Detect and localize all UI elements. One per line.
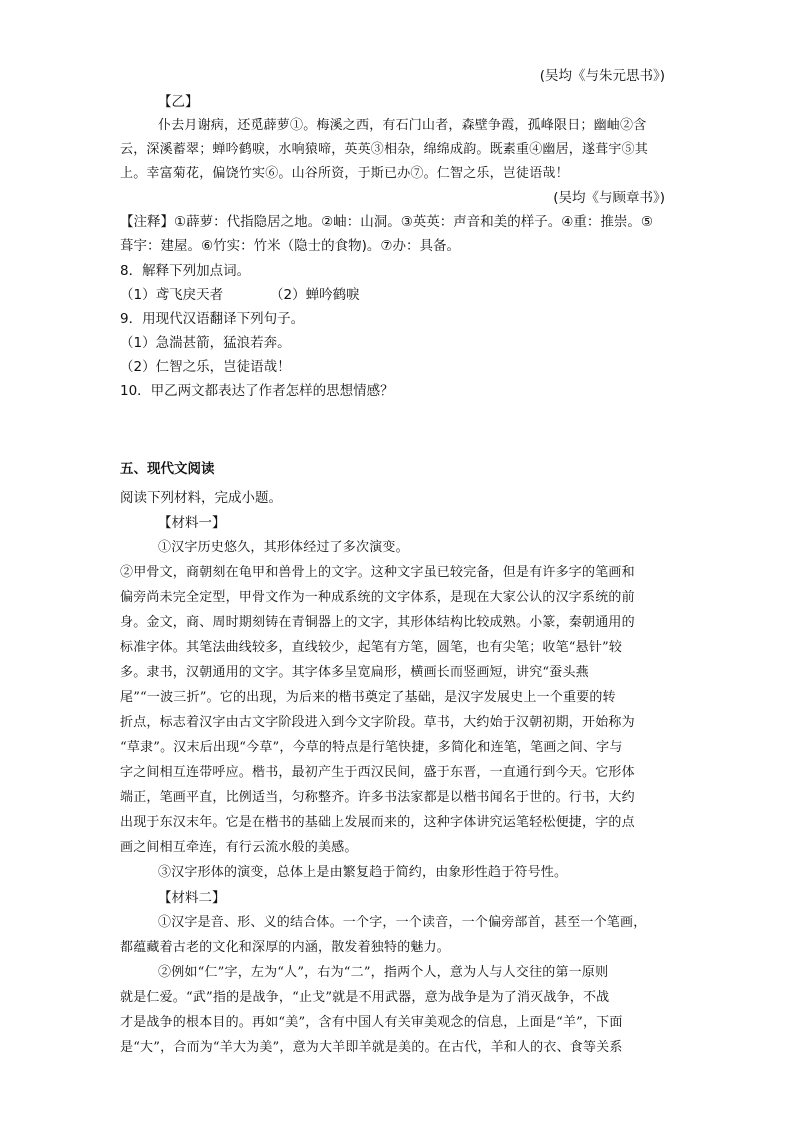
material1-line: 身。金文，商、周时期刻铸在青铜器上的文字，其形体结构比较成熟。小篆，秦朝通用的 xyxy=(120,615,635,630)
material1-line: 偏旁尚未完全定型，甲骨文作为一种成系统的文字体系，是现在大家公认的汉字系统的前 xyxy=(120,590,635,605)
material1-line: ①汉字历史悠久，其形体经过了多次演变。 xyxy=(158,540,409,555)
material2-line: 就是仁爱。“武”指的是战争，“止戈”就是不用武器，意为战争是为了消灭战争，不战 xyxy=(120,990,610,1005)
material1-line: 端正，笔画平直，比例适当，匀称整齐。许多书法家都是以楷书闻名于世的。行书，大约 xyxy=(120,790,635,805)
notes-line: 【注释】①薜萝：代指隐居之地。②岫：山洞。③英英：声音和美的样子。④重：推崇。⑤ xyxy=(120,214,654,230)
question-8-item: （2）蝉吟鹤唳 xyxy=(270,287,360,303)
question-8-item: （1）鸢飞戾天者 xyxy=(120,287,224,303)
material2-label: 【材料二】 xyxy=(158,890,226,906)
yi-source: (吴均《与顾章书》) xyxy=(553,190,665,206)
question-8: 8．解释下列加点词。 xyxy=(120,263,251,279)
material1-line: ②甲骨文，商朝刻在龟甲和兽骨上的文字。这种文字虽已较完备，但是有许多字的笔画和 xyxy=(120,565,635,580)
section-instruction: 阅读下列材料，完成小题。 xyxy=(120,490,282,506)
material1-line: 标准字体。其笔法曲线较多，直线较少，起笔有方笔，圆笔，也有尖笔；收笔“悬针”较 xyxy=(120,640,623,655)
material2-line: ①汉字是音、形、义的结合体。一个字，一个读音，一个偏旁部首，甚至一个笔画， xyxy=(158,915,647,930)
question-9-item: （1）急湍甚箭，猛浪若奔。 xyxy=(120,335,291,351)
material2-line: 都蕴藏着古老的文化和深厚的内涵，散发着独特的魅力。 xyxy=(120,940,451,955)
material2-line: ②例如“仁”字，左为“人”，右为“二”，指两个人，意为人与人交往的第一原则 xyxy=(158,965,609,980)
yi-line: 上。幸富菊花，偏饶竹实⑥。山谷所资，于斯已办⑦。仁智之乐，岂徒语哉！ xyxy=(120,166,569,181)
material1-line: 折点，标志着汉字由古文字阶段进入到今文字阶段。草书，大约始于汉朝初期，开始称为 xyxy=(120,715,635,730)
material1-line: ③汉字形体的演变，总体上是由繁复趋于简约，由象形性趋于符号性。 xyxy=(158,865,568,880)
question-9: 9．用现代汉语翻译下列句子。 xyxy=(120,311,305,327)
yi-label: 【乙】 xyxy=(158,94,199,110)
material1-line: 画之间相互牵连，有行云流水般的美感。 xyxy=(120,840,358,855)
material1-line: 尾”“一波三折”。它的出现，为后来的楷书奠定了基础，是汉字发展史上一个重要的转 xyxy=(120,690,616,705)
yi-line: 云，深溪蓄翠；蝉吟鹤唳，水响猿啼，英英③相杂，绵绵成韵。既素重④幽居，遂葺宇⑤其 xyxy=(120,142,649,157)
question-10: 10．甲乙两文都表达了作者怎样的思想情感？ xyxy=(120,383,394,399)
material2-line: 才是战争的根本目的。再如“美”，含有中国人有关审美观念的信息，上面是“羊”，下面 xyxy=(120,1015,623,1030)
notes-line: 葺宇：建屋。⑥竹实：竹米（隐士的食物)。⑦办：具备。 xyxy=(120,238,460,254)
material1-label: 【材料一】 xyxy=(158,515,226,531)
jia-source: (吴均《与朱元思书》) xyxy=(539,68,665,84)
material1-line: 字之间相互连带呼应。楷书，最初产生于西汉民间，盛于东晋，一直通行到今天。它形体 xyxy=(120,765,635,780)
section-heading: 五、现代文阅读 xyxy=(120,461,215,477)
material1-line: 多。隶书，汉朝通用的文字。其字体多呈宽扁形，横画长而竖画短，讲究“蚕头燕 xyxy=(120,665,589,680)
yi-line: 仆去月谢病，还觅薜萝①。梅溪之西，有石门山者，森壁争霞，孤峰限日；幽岫②含 xyxy=(158,118,647,133)
question-9-item: （2）仁智之乐，岂徒语哉！ xyxy=(120,359,291,375)
material1-line: “草隶”。汉末后出现“今草”，今草的特点是行笔快捷，多简化和连笔，笔画之间、字与 xyxy=(120,740,623,755)
material1-line: 出现于东汉末年。它是在楷书的基础上发展而来的，这种字体讲究运笔轻松便捷，字的点 xyxy=(120,815,635,830)
material2-line: 是“大”，合而为“羊大为美”，意为大羊即羊就是美的。在古代，羊和人的衣、食等关系 xyxy=(120,1040,623,1055)
